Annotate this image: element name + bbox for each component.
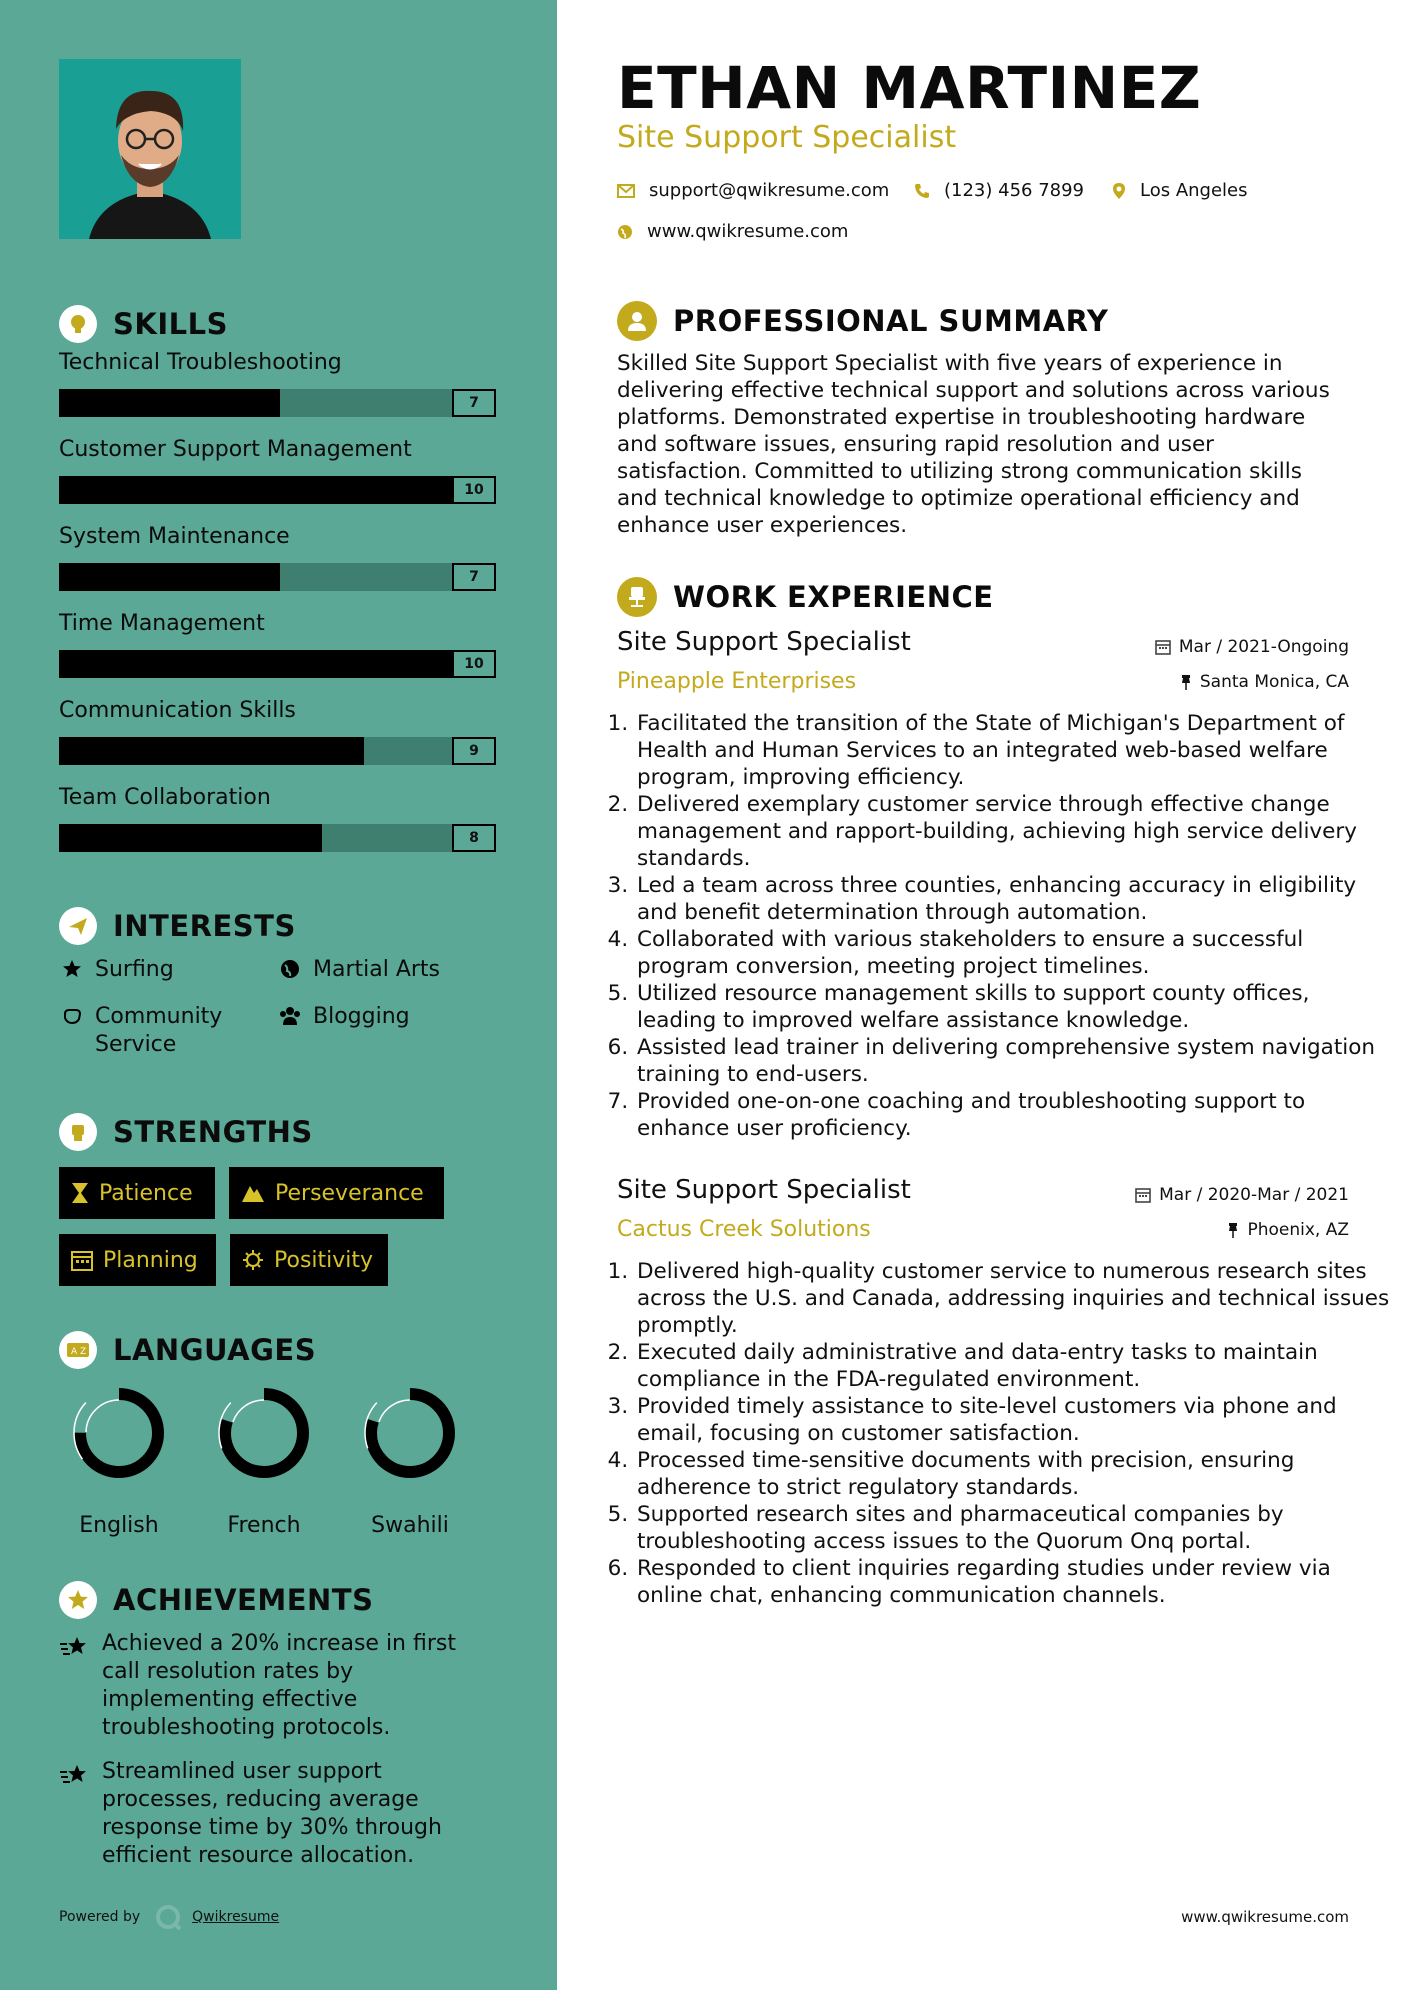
- summary-text: Skilled Site Support Specialist with five years of experience in delivering effective technical support and solutions across various platforms. Demonstrated expertise in troubleshooting hardware and software issues, ensuring rapid resolution and user satisfaction. Committed to utilizing strong communication skills and technical knowledge to optimize operational efficiency and enhance user experiences.: [617, 351, 1330, 538]
- skill-item: [59, 611, 499, 678]
- skill-value: 9: [452, 737, 496, 765]
- experience-header: [617, 577, 994, 617]
- list-item: 1. Delivered high-quality customer service to numerous research sites across the U.S. and Canada, addressing inquiries and technical issues promptly.: [635, 1258, 1395, 1339]
- list-item: 5. Utilized resource management skills to support county offices, leading to improved welfare assistance knowledge.: [635, 980, 1395, 1034]
- skill-bar-fill: [59, 476, 452, 504]
- job-duties-list: [609, 1258, 1395, 1609]
- main-content: [557, 0, 1407, 1990]
- skill-bar-fill: [59, 824, 322, 852]
- skill-bar-fill: [59, 650, 452, 678]
- list-item: 3. Provided timely assistance to site-level customers via phone and email, focusing on customer satisfaction.: [635, 1393, 1395, 1447]
- language-proficiency-arc: [371, 1394, 449, 1472]
- strength-chip: Planning: [59, 1234, 216, 1286]
- footer-website-link[interactable]: www.qwikresume.com: [1181, 1908, 1349, 1926]
- skill-name: System Maintenance: [59, 524, 290, 549]
- phone-icon: [914, 183, 930, 199]
- strength-chip: Positivity: [230, 1234, 388, 1286]
- summary-title: PROFESSIONAL SUMMARY: [673, 304, 1109, 338]
- job-duties-list: [609, 710, 1395, 1142]
- job-location: Santa Monica, CA: [1180, 672, 1349, 692]
- star-badge-icon: [59, 1581, 97, 1619]
- list-item: 4. Processed time-sensitive documents with precision, ensuring adherence to strict regulatory standards.: [635, 1447, 1395, 1501]
- language-donut: [216, 1385, 312, 1481]
- language-icon: [59, 1331, 97, 1369]
- svg-text:Z: Z: [80, 1347, 87, 1357]
- language-item: [59, 1385, 179, 1538]
- pushpin-icon: [1227, 1222, 1239, 1238]
- candidate-role: Site Support Specialist: [617, 120, 957, 155]
- shooting-star-icon: [59, 1630, 91, 1742]
- skill-item: [59, 350, 499, 417]
- interests-title: INTERESTS: [113, 909, 296, 943]
- skill-item: [59, 437, 499, 504]
- pushpin-icon: [1180, 674, 1192, 690]
- job-dates: Mar / 2021-Ongoing: [1155, 637, 1349, 657]
- strength-chip: Perseverance: [229, 1167, 444, 1219]
- contact-location: Los Angeles: [1112, 180, 1248, 201]
- interest-item: Community Service: [59, 1003, 259, 1059]
- candidate-name: ETHAN MARTINEZ: [617, 54, 1202, 122]
- list-item: 3. Led a team across three counties, enhancing accuracy in eligibility and benefit determination through automation.: [635, 872, 1395, 926]
- achievement-item: Achieved a 20% increase in first call resolution rates by implementing effective troubleshooting protocols.: [59, 1630, 479, 1742]
- list-item: 6. Assisted lead trainer in delivering comprehensive system navigation training to end-users.: [635, 1034, 1395, 1088]
- list-item: 2. Executed daily administrative and data-entry tasks to maintain compliance in the FDA-regulated environment.: [635, 1339, 1395, 1393]
- skill-bar-fill: [59, 389, 280, 417]
- skill-item: [59, 698, 499, 765]
- globe-icon: [277, 956, 303, 979]
- map-pin-icon: [1112, 182, 1126, 200]
- skill-bar-fill: [59, 737, 364, 765]
- chair-icon: [617, 577, 657, 617]
- skill-name: Technical Troubleshooting: [59, 350, 342, 375]
- achievements-header: [59, 1581, 373, 1619]
- language-label: French: [227, 1513, 301, 1538]
- skill-item: [59, 785, 499, 852]
- list-item: 5. Supported research sites and pharmaceutical companies by troubleshooting access issues to the Quorum Onq portal.: [635, 1501, 1395, 1555]
- skill-bar: [59, 389, 496, 417]
- contact-phone[interactable]: (123) 456 7899: [914, 180, 1084, 201]
- list-item: 2. Delivered exemplary customer service through effective change management and rapport-building, achieving high service delivery standards.: [635, 791, 1395, 872]
- language-donut: [71, 1385, 167, 1481]
- profile-photo: [59, 59, 241, 239]
- skill-value: 10: [452, 650, 496, 678]
- fist-icon: [59, 1113, 97, 1151]
- languages-title: LANGUAGES: [113, 1333, 317, 1367]
- skill-name: Team Collaboration: [59, 785, 271, 810]
- strengths-header: [59, 1113, 313, 1151]
- summary-header: [617, 301, 1108, 341]
- skill-bar: [59, 737, 496, 765]
- skill-value: 8: [452, 824, 496, 852]
- language-item: [350, 1385, 470, 1538]
- users-icon: [277, 1003, 303, 1026]
- hand-icon: [59, 1003, 85, 1026]
- globe-icon: [617, 224, 633, 240]
- sun-icon: [242, 1249, 264, 1271]
- skill-bar: [59, 563, 496, 591]
- interest-item: Martial Arts: [277, 956, 440, 984]
- languages-header: [59, 1331, 316, 1369]
- mountain-icon: [241, 1183, 265, 1203]
- skill-value: 7: [452, 563, 496, 591]
- sidebar: [0, 0, 557, 1990]
- skill-item: [59, 524, 499, 591]
- list-item: 7. Provided one-on-one coaching and troubleshooting support to enhance user proficiency.: [635, 1088, 1395, 1142]
- strength-chip: Patience: [59, 1167, 215, 1219]
- list-item: 1. Facilitated the transition of the State of Michigan's Department of Health and Human Services to an integrated web-based welfare program, improving efficiency.: [635, 710, 1395, 791]
- skill-value: 7: [452, 389, 496, 417]
- skill-value: 10: [452, 476, 496, 504]
- language-proficiency-arc: [80, 1394, 158, 1472]
- job-company: Cactus Creek Solutions: [617, 1217, 871, 1242]
- job-title: Site Support Specialist: [617, 627, 911, 657]
- contact-email[interactable]: support@qwikresume.com: [617, 180, 889, 201]
- calendar-icon: [1135, 1187, 1151, 1203]
- achievements-title: ACHIEVEMENTS: [113, 1583, 374, 1617]
- svg-text:A: A: [71, 1347, 78, 1357]
- lightbulb-icon: [59, 305, 97, 343]
- user-icon: [617, 301, 657, 341]
- qwikresume-link[interactable]: Qwikresume: [192, 1909, 280, 1925]
- interests-header: [59, 907, 296, 945]
- job-location: Phoenix, AZ: [1227, 1220, 1349, 1240]
- interest-item: Surfing: [59, 956, 174, 984]
- strengths-title: STRENGTHS: [113, 1115, 313, 1149]
- job-title: Site Support Specialist: [617, 1175, 911, 1205]
- list-item: 4. Collaborated with various stakeholders to ensure a successful program conversion, meeting project timelines.: [635, 926, 1395, 980]
- star-icon: [59, 956, 85, 979]
- skill-name: Communication Skills: [59, 698, 296, 723]
- calendar-icon: [1155, 639, 1171, 655]
- list-item: 6. Responded to client inquiries regarding studies under review via online chat, enhancing communication channels.: [635, 1555, 1395, 1609]
- skills-title: SKILLS: [113, 307, 228, 341]
- skill-name: Time Management: [59, 611, 265, 636]
- skill-bar: [59, 824, 496, 852]
- paper-plane-icon: [59, 907, 97, 945]
- shooting-star-icon: [59, 1758, 91, 1870]
- skill-bar: [59, 650, 496, 678]
- skills-header: [59, 305, 228, 343]
- contact-website[interactable]: www.qwikresume.com: [617, 221, 848, 242]
- job-company: Pineapple Enterprises: [617, 669, 857, 694]
- language-item: [204, 1385, 324, 1538]
- language-donut: [362, 1385, 458, 1481]
- language-label: Swahili: [371, 1513, 449, 1538]
- skill-bar: [59, 476, 496, 504]
- interest-item: Blogging: [277, 1003, 410, 1031]
- powered-by: Powered by Qwikresume: [59, 1903, 279, 1931]
- hourglass-icon: [71, 1182, 89, 1204]
- qwikresume-logo-icon: [154, 1903, 182, 1931]
- language-proficiency-arc: [225, 1394, 303, 1472]
- experience-title: WORK EXPERIENCE: [673, 580, 994, 614]
- calendar-icon: [71, 1249, 93, 1271]
- envelope-icon: [617, 184, 635, 198]
- skill-name: Customer Support Management: [59, 437, 412, 462]
- job-dates: Mar / 2020-Mar / 2021: [1135, 1185, 1349, 1205]
- skill-bar-fill: [59, 563, 280, 591]
- language-label: English: [79, 1513, 159, 1538]
- achievement-item: Streamlined user support processes, reducing average response time by 30% through efficient resource allocation.: [59, 1758, 479, 1870]
